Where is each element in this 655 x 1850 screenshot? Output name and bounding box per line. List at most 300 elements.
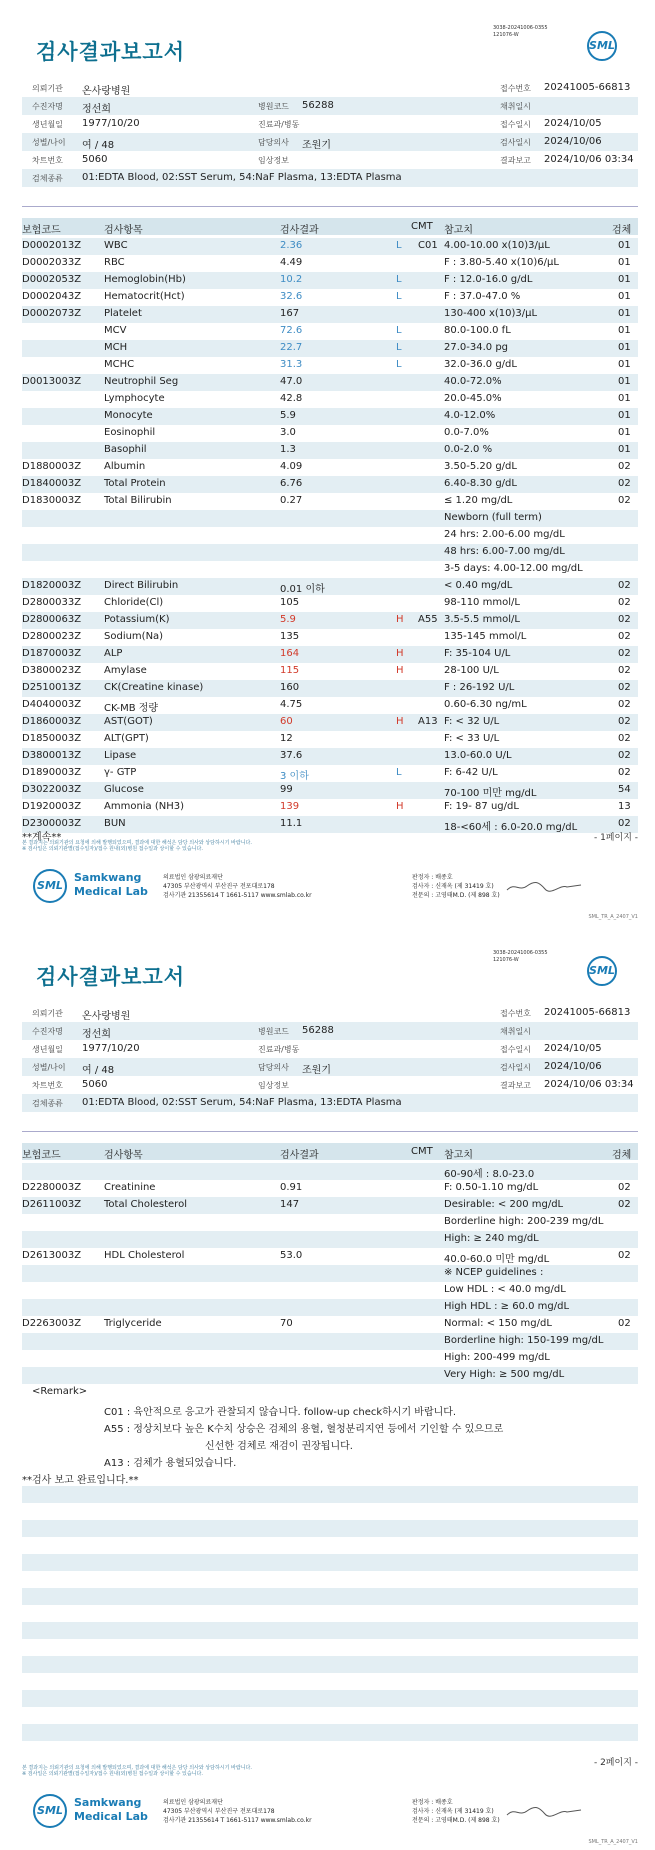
test-code: D2263003Z xyxy=(22,1318,82,1329)
specimen-code: 02 xyxy=(618,461,631,472)
reference-range: 98-110 mmol/L xyxy=(444,597,520,608)
test-name: Ammonia (NH3) xyxy=(104,801,185,812)
patient-info-block xyxy=(22,79,638,187)
test-result: 0.01 이하 xyxy=(280,584,325,595)
test-name: CK-MB 정량 xyxy=(104,703,159,714)
test-code: D0013003Z xyxy=(22,376,82,387)
table-row xyxy=(22,1316,638,1333)
test-code: D1830003Z xyxy=(22,495,82,506)
institution-label: 의뢰기관 xyxy=(32,84,63,93)
table-row xyxy=(22,1350,638,1367)
table-row xyxy=(22,340,638,357)
table-row xyxy=(22,578,638,595)
table-row xyxy=(22,680,638,697)
test-name: Direct Bilirubin xyxy=(104,580,179,591)
test-code: D3800023Z xyxy=(22,665,82,676)
staff-line-1: 판정자 : 배종호 xyxy=(412,1799,453,1806)
table-row xyxy=(22,323,638,340)
test-name: Triglyceride xyxy=(104,1318,162,1329)
test-result: 5.9 xyxy=(280,410,296,421)
test-name: Monocyte xyxy=(104,410,153,421)
brand-name xyxy=(74,871,148,899)
report-title: 검사결과보고서 xyxy=(36,965,186,989)
test-result: 0.27 xyxy=(280,495,303,506)
table-row xyxy=(22,1248,638,1265)
reference-range: 24 hrs: 2.00-6.00 mg/dL xyxy=(444,529,565,540)
reference-range: 0.0-7.0% xyxy=(444,427,489,438)
test-date-label: 검사일시 xyxy=(500,138,531,147)
document-id-line2: 121076-W xyxy=(493,32,519,38)
test-name: Eosinophil xyxy=(104,427,156,438)
report-date-label: 결과보고 xyxy=(500,1081,531,1090)
table-row xyxy=(22,357,638,374)
test-code: D3800013Z xyxy=(22,750,82,761)
specimen-code: 02 xyxy=(618,597,631,608)
table-row xyxy=(22,459,638,476)
specimen-code: 02 xyxy=(618,716,631,727)
lab-address xyxy=(163,1798,312,1825)
test-name: Sodium(Na) xyxy=(104,631,164,642)
test-result: 37.6 xyxy=(280,750,303,761)
hospital-code-value: 56288 xyxy=(302,1025,334,1036)
header-name: 검사항목 xyxy=(104,1150,143,1161)
test-name: Lymphocyte xyxy=(104,393,165,404)
specimen-code: 02 xyxy=(618,665,631,676)
results-table-page-1 xyxy=(22,238,638,833)
footer-note xyxy=(22,840,252,852)
specimen-code: 02 xyxy=(618,1318,631,1329)
footer-note-1: 본 결과지는 의뢰기관의 요청에 의해 발행되었으며, 결과에 대한 해석은 담당 의사와 상담하시기 바랍니다. xyxy=(22,1765,252,1771)
header-ref: 참고치 xyxy=(444,1150,473,1161)
info-row-specimen xyxy=(22,169,638,187)
test-result: 4.09 xyxy=(280,461,303,472)
chart-value: 5060 xyxy=(82,1079,108,1090)
blank-row xyxy=(22,1503,638,1520)
doctor-value: 조원기 xyxy=(302,140,331,151)
reference-range: High: ≥ 240 mg/dL xyxy=(444,1233,539,1244)
clinical-label: 임상정보 xyxy=(258,156,289,165)
comment-code: A13 xyxy=(418,716,438,727)
header-code: 보험코드 xyxy=(22,225,61,236)
test-code: D2800023Z xyxy=(22,631,82,642)
document-id-line1: 3038-20241006-0355 xyxy=(493,950,548,956)
remark-a55-2: 신선한 검체로 재검이 권장됩니다. xyxy=(205,1441,353,1452)
table-row xyxy=(22,1163,638,1180)
form-id: SML_TR_A_2407_V1 xyxy=(588,914,638,920)
table-row xyxy=(22,408,638,425)
dept-label: 진료과/병동 xyxy=(258,120,300,129)
specimen-code: 01 xyxy=(618,308,631,319)
reference-range: < 0.40 mg/dL xyxy=(444,580,513,591)
test-name: MCHC xyxy=(104,359,135,370)
table-row xyxy=(22,1265,638,1282)
reference-range: 40.0-60.0 미만 mg/dL xyxy=(444,1254,550,1265)
table-row xyxy=(22,646,638,663)
table-row xyxy=(22,442,638,459)
receipt-no-label: 접수번호 xyxy=(500,1009,531,1018)
form-id: SML_TR_A_2407_V1 xyxy=(588,1839,638,1845)
reference-range: 28-100 U/L xyxy=(444,665,499,676)
test-code: D0002043Z xyxy=(22,291,82,302)
sex-age-value: 여 / 48 xyxy=(82,140,115,151)
divider xyxy=(22,1131,638,1132)
reference-range: Borderline high: 150-199 mg/dL xyxy=(444,1335,604,1346)
specimen-code: 02 xyxy=(618,767,631,778)
specimen-code: 01 xyxy=(618,257,631,268)
document-id xyxy=(493,950,548,964)
document-id xyxy=(493,25,548,39)
sml-brand-logo-icon: SML xyxy=(33,1794,67,1828)
page-number: - 1페이지 - xyxy=(593,833,638,843)
test-result: 3 이하 xyxy=(280,771,309,782)
report-complete: **검사 보고 완료입니다.** xyxy=(22,1475,139,1486)
reference-range: F : 37.0-47.0 % xyxy=(444,291,521,302)
test-result: 6.76 xyxy=(280,478,303,489)
clinical-label: 임상정보 xyxy=(258,1081,289,1090)
test-code: D1840003Z xyxy=(22,478,82,489)
table-row xyxy=(22,748,638,765)
blank-row xyxy=(22,1673,638,1690)
reference-range: 60-90세 : 8.0-23.0 xyxy=(444,1169,535,1180)
test-result: 31.3 xyxy=(280,359,303,370)
remark-heading-line xyxy=(22,1384,638,1401)
institution-label: 의뢰기관 xyxy=(32,1009,63,1018)
table-row xyxy=(22,391,638,408)
remark-a13: A13 : 검체가 용혈되었습니다. xyxy=(104,1458,237,1469)
test-name: Potassium(K) xyxy=(104,614,170,625)
reference-range: F : 26-192 U/L xyxy=(444,682,515,693)
test-name: MCH xyxy=(104,342,128,353)
specimen-code: 01 xyxy=(618,444,631,455)
table-row xyxy=(22,1197,638,1214)
test-result: 42.8 xyxy=(280,393,303,404)
test-result: 139 xyxy=(280,801,300,812)
test-code: D1880003Z xyxy=(22,461,82,472)
footer-note xyxy=(22,1765,252,1777)
table-row xyxy=(22,306,638,323)
test-name: Hemoglobin(Hb) xyxy=(104,274,186,285)
test-result: 105 xyxy=(280,597,300,608)
footer-note-1: 본 결과지는 의뢰기관의 요청에 의해 발행되었으며, 결과에 대한 해석은 담당 의사와 상담하시기 바랍니다. xyxy=(22,840,252,846)
test-result: 99 xyxy=(280,784,293,795)
remark-a55-1: A55 : 정상치보다 높은 K수치 상승은 검체의 용혈, 혈청분리지연 등에서 기인할 수 있으므로 xyxy=(104,1424,504,1435)
reference-range: 135-145 mmol/L xyxy=(444,631,527,642)
hospital-code-label: 병원코드 xyxy=(258,102,289,111)
receipt-date-value: 2024/10/05 xyxy=(544,1043,602,1054)
test-code: D2300003Z xyxy=(22,818,82,829)
brand-line-2: Medical Lab xyxy=(74,1810,148,1823)
table-row xyxy=(22,799,638,816)
test-date-label: 검사일시 xyxy=(500,1063,531,1072)
reference-range: 3.50-5.20 g/dL xyxy=(444,461,517,472)
test-result: 60 xyxy=(280,716,293,727)
patient-label: 수진자명 xyxy=(32,102,63,111)
addr-line-1: 의료법인 삼광의료재단 xyxy=(163,1799,223,1806)
specimen-code: 01 xyxy=(618,410,631,421)
specimen-value: 01:EDTA Blood, 02:SST Serum, 54:NaF Plasma, 13:EDTA Plasma xyxy=(82,1097,402,1108)
results-table-page-2 xyxy=(22,1163,638,1384)
specimen-code: 01 xyxy=(618,342,631,353)
test-result: 5.9 xyxy=(280,614,296,625)
table-row xyxy=(22,1282,638,1299)
table-row xyxy=(22,1214,638,1231)
test-name: BUN xyxy=(104,818,126,829)
result-flag: H xyxy=(396,648,404,659)
reference-range: Normal: < 150 mg/dL xyxy=(444,1318,552,1329)
institution-value: 온사랑병원 xyxy=(82,1011,131,1022)
table-row xyxy=(22,765,638,782)
test-name: Platelet xyxy=(104,308,142,319)
document-id-line1: 3038-20241006-0355 xyxy=(493,25,548,31)
doctor-value: 조원기 xyxy=(302,1065,331,1076)
specimen-code: 01 xyxy=(618,274,631,285)
reference-range: Very High: ≥ 500 mg/dL xyxy=(444,1369,565,1380)
institution-value: 온사랑병원 xyxy=(82,86,131,97)
report-date-value: 2024/10/06 03:34 xyxy=(544,154,634,165)
specimen-code: 02 xyxy=(618,818,631,829)
result-flag: H xyxy=(396,665,404,676)
reference-range: F: 6-42 U/L xyxy=(444,767,498,778)
reference-range: F: 35-104 U/L xyxy=(444,648,511,659)
reference-range: 6.40-8.30 g/dL xyxy=(444,478,517,489)
specimen-code: 02 xyxy=(618,648,631,659)
test-result: 10.2 xyxy=(280,274,303,285)
specimen-code: 54 xyxy=(618,784,631,795)
test-result: 115 xyxy=(280,665,300,676)
test-result: 2.36 xyxy=(280,240,303,251)
patient-value: 정선희 xyxy=(82,104,111,115)
test-result: 167 xyxy=(280,308,300,319)
table-row xyxy=(22,612,638,629)
specimen-code: 02 xyxy=(618,495,631,506)
receipt-no-label: 접수번호 xyxy=(500,84,531,93)
reference-range: 13.0-60.0 U/L xyxy=(444,750,512,761)
blank-row xyxy=(22,1554,638,1571)
info-row-institution xyxy=(22,79,638,97)
test-name: Neutrophil Seg xyxy=(104,376,179,387)
remark-line xyxy=(22,1469,638,1486)
info-row-sex-age xyxy=(22,133,638,151)
table-row xyxy=(22,1367,638,1384)
test-name: HDL Cholesterol xyxy=(104,1250,185,1261)
header-spec: 검체 xyxy=(612,225,632,236)
table-row xyxy=(22,561,638,578)
reference-range: 4.0-12.0% xyxy=(444,410,496,421)
test-name: RBC xyxy=(104,257,125,268)
test-code: D2280003Z xyxy=(22,1182,82,1193)
reference-range: F : 3.80-5.40 x(10)6/μL xyxy=(444,257,559,268)
test-name: Hematocrit(Hct) xyxy=(104,291,185,302)
reference-range: 3-5 days: 4.00-12.00 mg/dL xyxy=(444,563,583,574)
test-result: 147 xyxy=(280,1199,300,1210)
result-flag: L xyxy=(396,274,402,285)
table-row xyxy=(22,731,638,748)
test-name: WBC xyxy=(104,240,128,251)
specimen-code: 02 xyxy=(618,1182,631,1193)
sml-logo-icon: SML xyxy=(587,31,617,61)
staff-line-1: 판정자 : 배종호 xyxy=(412,874,453,881)
test-name: Total Protein xyxy=(104,478,166,489)
header-spec: 검체 xyxy=(612,1150,632,1161)
info-row-patient xyxy=(22,97,638,115)
test-code: D2510013Z xyxy=(22,682,82,693)
specimen-code: 01 xyxy=(618,291,631,302)
reference-range: ※ NCEP guidelines : xyxy=(444,1267,544,1278)
sex-age-value: 여 / 48 xyxy=(82,1065,115,1076)
test-result: 0.91 xyxy=(280,1182,303,1193)
collect-date-label: 채취일시 xyxy=(500,102,531,111)
blank-row xyxy=(22,1656,638,1673)
blank-row xyxy=(22,1571,638,1588)
blank-row xyxy=(22,1486,638,1503)
specimen-code: 02 xyxy=(618,682,631,693)
specimen-code: 02 xyxy=(618,750,631,761)
signature-icon xyxy=(505,1805,585,1822)
header-result: 검사결과 xyxy=(280,1150,319,1161)
reference-range: F : 12.0-16.0 g/dL xyxy=(444,274,533,285)
remark-heading: <Remark> xyxy=(32,1386,88,1397)
table-row xyxy=(22,816,638,833)
document-id-line2: 121076-W xyxy=(493,957,519,963)
specimen-label: 검체종류 xyxy=(32,1099,63,1108)
receipt-no-value: 20241005-66813 xyxy=(544,1007,631,1018)
reference-range: Borderline high: 200-239 mg/dL xyxy=(444,1216,604,1227)
specimen-code: 13 xyxy=(618,801,631,812)
test-code: D1890003Z xyxy=(22,767,82,778)
test-result: 1.3 xyxy=(280,444,296,455)
birth-value: 1977/10/20 xyxy=(82,118,140,129)
sml-brand-logo-icon: SML xyxy=(33,869,67,903)
result-flag: L xyxy=(396,240,402,251)
birth-label: 생년월일 xyxy=(32,1045,63,1054)
table-row xyxy=(22,697,638,714)
specimen-code: 01 xyxy=(618,325,631,336)
test-name: Total Bilirubin xyxy=(104,495,172,506)
test-name: Chloride(Cl) xyxy=(104,597,164,608)
addr-line-2: 47305 부산광역시 부산진구 전포대로178 xyxy=(163,883,275,890)
test-date-value: 2024/10/06 xyxy=(544,1061,602,1072)
specimen-code: 02 xyxy=(618,1250,631,1261)
info-row-chart xyxy=(22,1076,638,1094)
chart-label: 차트번호 xyxy=(32,156,63,165)
test-result: 4.49 xyxy=(280,257,303,268)
test-code: D0002053Z xyxy=(22,274,82,285)
birth-label: 생년월일 xyxy=(32,120,63,129)
reference-range: ≤ 1.20 mg/dL xyxy=(444,495,513,506)
info-row-chart xyxy=(22,151,638,169)
result-flag: L xyxy=(396,291,402,302)
chart-label: 차트번호 xyxy=(32,1081,63,1090)
results-table-header xyxy=(22,218,638,235)
table-row xyxy=(22,425,638,442)
addr-line-3: 검사기관 21355614 T 1661-5117 www.smlab.co.kr xyxy=(163,892,312,899)
brand-line-2: Medical Lab xyxy=(74,885,148,898)
test-code: D1860003Z xyxy=(22,716,82,727)
reference-range: F: < 32 U/L xyxy=(444,716,500,727)
chart-value: 5060 xyxy=(82,154,108,165)
test-name: AST(GOT) xyxy=(104,716,153,727)
table-row xyxy=(22,1333,638,1350)
sex-age-label: 성별/나이 xyxy=(32,1063,66,1072)
test-code: D2613003Z xyxy=(22,1250,82,1261)
reference-range: 4.00-10.00 x(10)3/μL xyxy=(444,240,550,251)
table-row xyxy=(22,527,638,544)
info-row-specimen xyxy=(22,1094,638,1112)
test-code: D1850003Z xyxy=(22,733,82,744)
staff-line-2: 검사자 : 신재옥 (제 31419 호) xyxy=(412,883,494,890)
reference-range: 80.0-100.0 fL xyxy=(444,325,511,336)
test-name: Lipase xyxy=(104,750,137,761)
sml-logo-icon: SML xyxy=(587,956,617,986)
test-result: 47.0 xyxy=(280,376,303,387)
blank-row xyxy=(22,1605,638,1622)
patient-label: 수진자명 xyxy=(32,1027,63,1036)
receipt-date-label: 접수일시 xyxy=(500,1045,531,1054)
reference-range: 130-400 x(10)3/μL xyxy=(444,308,538,319)
table-row xyxy=(22,663,638,680)
reference-range: 70-100 미만 mg/dL xyxy=(444,788,537,799)
result-flag: L xyxy=(396,767,402,778)
patient-info-block xyxy=(22,1004,638,1112)
specimen-code: 01 xyxy=(618,376,631,387)
remark-block xyxy=(22,1384,638,1486)
specimen-code: 02 xyxy=(618,478,631,489)
reference-range: High: 200-499 mg/dL xyxy=(444,1352,550,1363)
header-cmt: CMT xyxy=(411,221,433,232)
remark-line xyxy=(22,1435,638,1452)
brand-name xyxy=(74,1796,148,1824)
reference-range: 40.0-72.0% xyxy=(444,376,502,387)
header-code: 보험코드 xyxy=(22,1150,61,1161)
table-row xyxy=(22,289,638,306)
reference-range: Low HDL : < 40.0 mg/dL xyxy=(444,1284,566,1295)
table-row xyxy=(22,476,638,493)
reference-range: High HDL : ≥ 60.0 mg/dL xyxy=(444,1301,570,1312)
result-flag: H xyxy=(396,614,404,625)
blank-row xyxy=(22,1690,638,1707)
header-name: 검사항목 xyxy=(104,225,143,236)
test-code: D1870003Z xyxy=(22,648,82,659)
reference-range: F: < 33 U/L xyxy=(444,733,500,744)
specimen-code: 02 xyxy=(618,580,631,591)
test-code: D2800033Z xyxy=(22,597,82,608)
test-result: 32.6 xyxy=(280,291,303,302)
info-row-birth xyxy=(22,115,638,133)
brand-line-1: Samkwang xyxy=(74,1796,142,1809)
test-result: 70 xyxy=(280,1318,293,1329)
reference-range: 3.5-5.5 mmol/L xyxy=(444,614,520,625)
result-flag: H xyxy=(396,716,404,727)
specimen-code: 02 xyxy=(618,1199,631,1210)
test-code: D0002073Z xyxy=(22,308,82,319)
header-ref: 참고치 xyxy=(444,225,473,236)
blank-row xyxy=(22,1622,638,1639)
reference-range: F: 0.50-1.10 mg/dL xyxy=(444,1182,539,1193)
table-row xyxy=(22,1231,638,1248)
reference-range: 0.60-6.30 ng/mL xyxy=(444,699,527,710)
table-row xyxy=(22,493,638,510)
blank-row xyxy=(22,1707,638,1724)
continue-text: **계속** xyxy=(22,832,62,843)
specimen-code: 02 xyxy=(618,733,631,744)
receipt-no-value: 20241005-66813 xyxy=(544,82,631,93)
comment-code: A55 xyxy=(418,614,438,625)
doctor-label: 담당의사 xyxy=(258,1063,289,1072)
test-code: D0002033Z xyxy=(22,257,82,268)
specimen-code: 02 xyxy=(618,699,631,710)
report-date-value: 2024/10/06 03:34 xyxy=(544,1079,634,1090)
blank-row xyxy=(22,1520,638,1537)
